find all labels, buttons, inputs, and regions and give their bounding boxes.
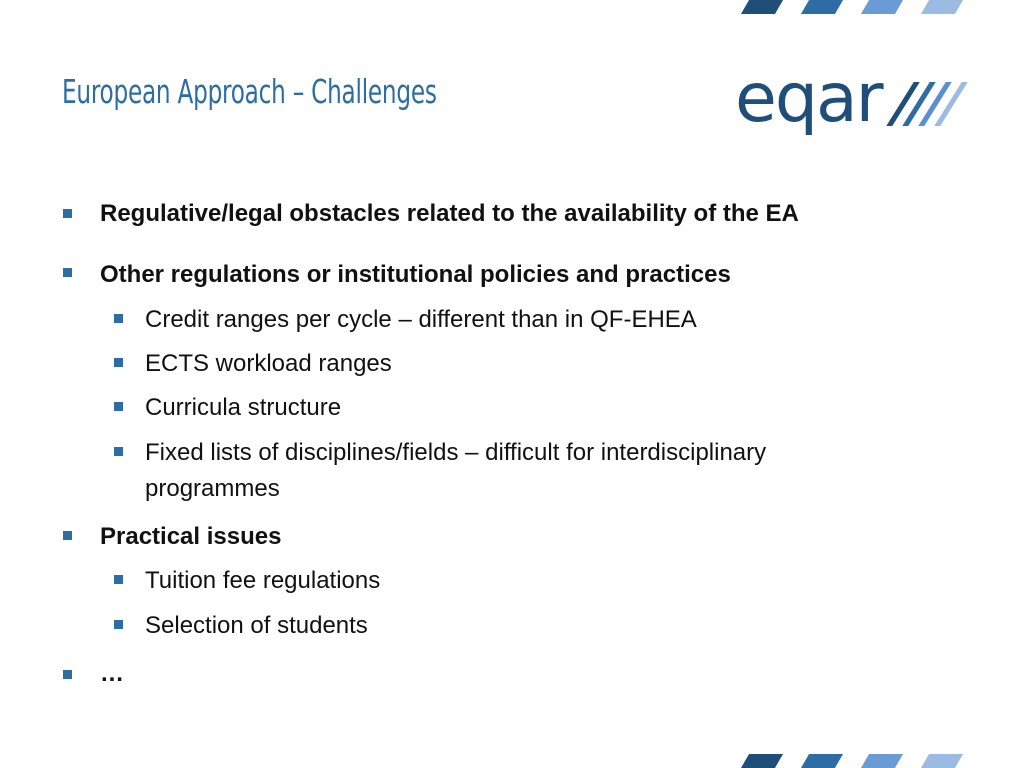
- slide-title: European Approach – Challenges: [62, 72, 437, 111]
- list-item: …: [100, 660, 124, 687]
- list-item: Curricula structure: [145, 394, 342, 421]
- bullet-icon: [63, 209, 72, 218]
- bullet-icon: [114, 402, 123, 411]
- list-item-continuation: programmes: [145, 475, 280, 502]
- logo-wordmark: eqar: [735, 59, 882, 138]
- list-item: Credit ranges per cycle – different than in QF-EHEA: [145, 306, 697, 333]
- bullet-icon: [63, 531, 72, 540]
- list-item: Fixed lists of disciplines/fields – difficult for interdisciplinary: [145, 439, 767, 466]
- bullet-icon: [114, 447, 123, 456]
- list-item: Other regulations or institutional policies and practices: [100, 261, 731, 288]
- list-item: Selection of students: [145, 612, 368, 639]
- bullet-icon: [114, 575, 123, 584]
- stripe: [921, 754, 963, 768]
- bottom-stripes-decoration: [735, 754, 975, 768]
- list-item: Regulative/legal obstacles related to the availability of the EA: [100, 200, 799, 227]
- list-item: Practical issues: [100, 523, 282, 550]
- stripe: [861, 754, 903, 768]
- bullet-icon: [114, 358, 123, 367]
- list-item: Tuition fee regulations: [145, 567, 381, 594]
- bullet-icon: [63, 670, 72, 679]
- bullet-icon: [114, 314, 123, 323]
- bullet-icon: [114, 620, 123, 629]
- list-item: ECTS workload ranges: [145, 350, 392, 377]
- stripe: [801, 754, 843, 768]
- stripe: [741, 754, 783, 768]
- bullet-icon: [63, 268, 72, 277]
